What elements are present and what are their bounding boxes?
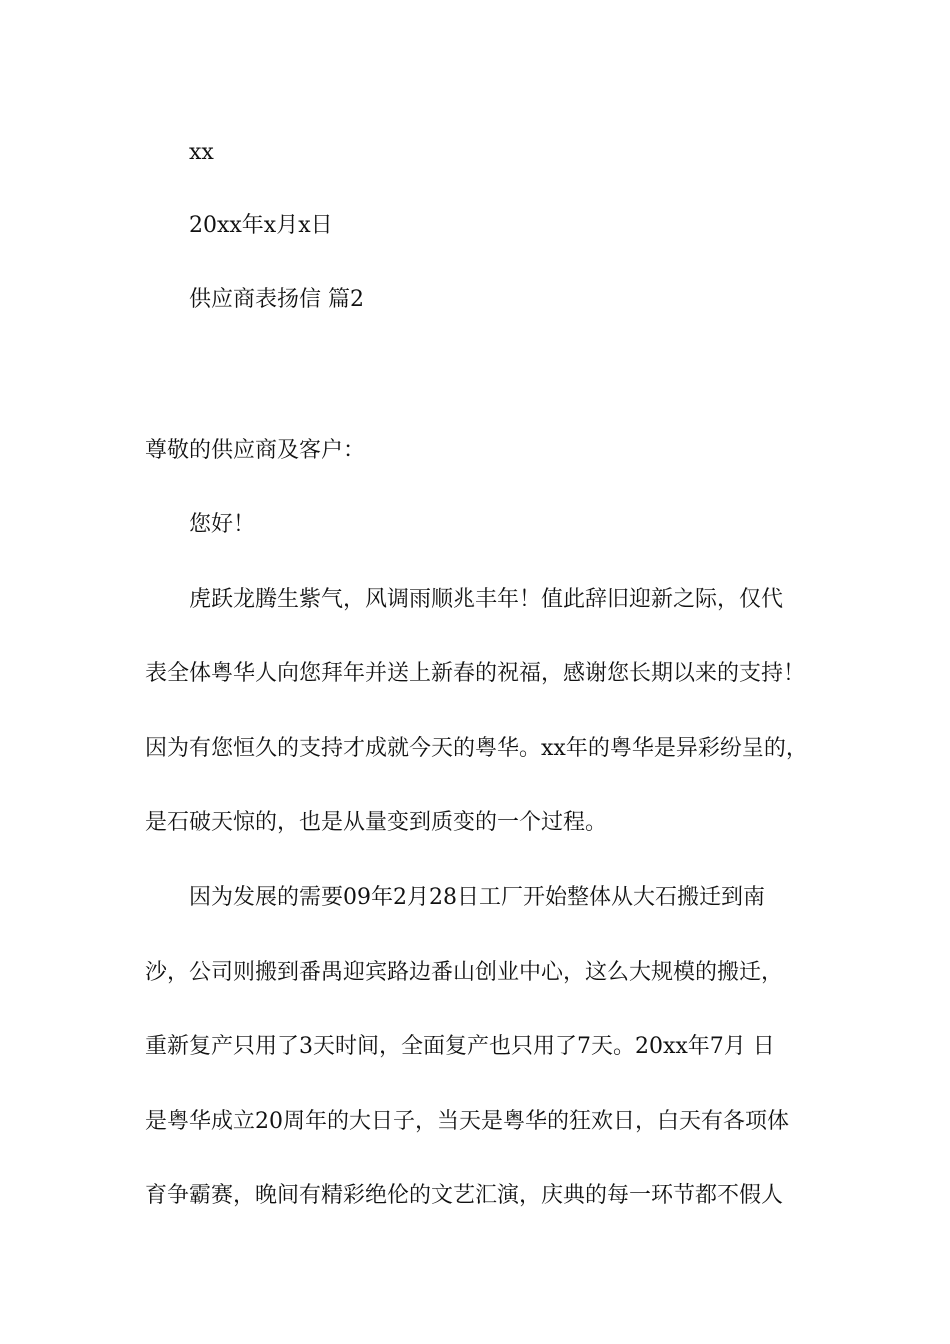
paragraph2-line-5: 育争霸赛，晚间有精彩绝伦的文艺汇演，庆典的每一环节都不假人 — [145, 1183, 784, 1208]
paragraph1-line-2: 表全体粤华人向您拜年并送上新春的祝福，感谢您长期以来的支持！ — [145, 661, 806, 686]
paragraph2-line-3: 重新复产只用了3天时间，全面复产也只用了7天。20xx年7月 日 — [145, 1034, 775, 1059]
paragraph1-line-3: 因为有您恒久的支持才成就今天的粤华。xx年的粤华是异彩纷呈的， — [145, 736, 808, 761]
section-title: 供应商表扬信 篇2 — [189, 287, 364, 312]
paragraph2-line-2: 沙，公司则搬到番禺迎宾路边番山创业中心，这么大规模的搬迁， — [145, 960, 784, 985]
paragraph2-line-4: 是粤华成立20周年的大日子，当天是粤华的狂欢日，白天有各项体 — [145, 1109, 789, 1134]
greeting: 您好！ — [189, 512, 256, 537]
paragraph2-line-1: 因为发展的需要09年2月28日工厂开始整体从大石搬迁到南 — [189, 885, 765, 910]
date-line: 20xx年x月x日 — [189, 213, 333, 238]
paragraph1-line-1: 虎跃龙腾生紫气，风调雨顺兆丰年！值此辞旧迎新之际，仅代 — [189, 587, 784, 612]
signature-line: xx — [189, 140, 214, 165]
salutation: 尊敬的供应商及客户： — [145, 438, 366, 463]
paragraph1-line-4: 是石破天惊的，也是从量变到质变的一个过程。 — [145, 810, 608, 835]
